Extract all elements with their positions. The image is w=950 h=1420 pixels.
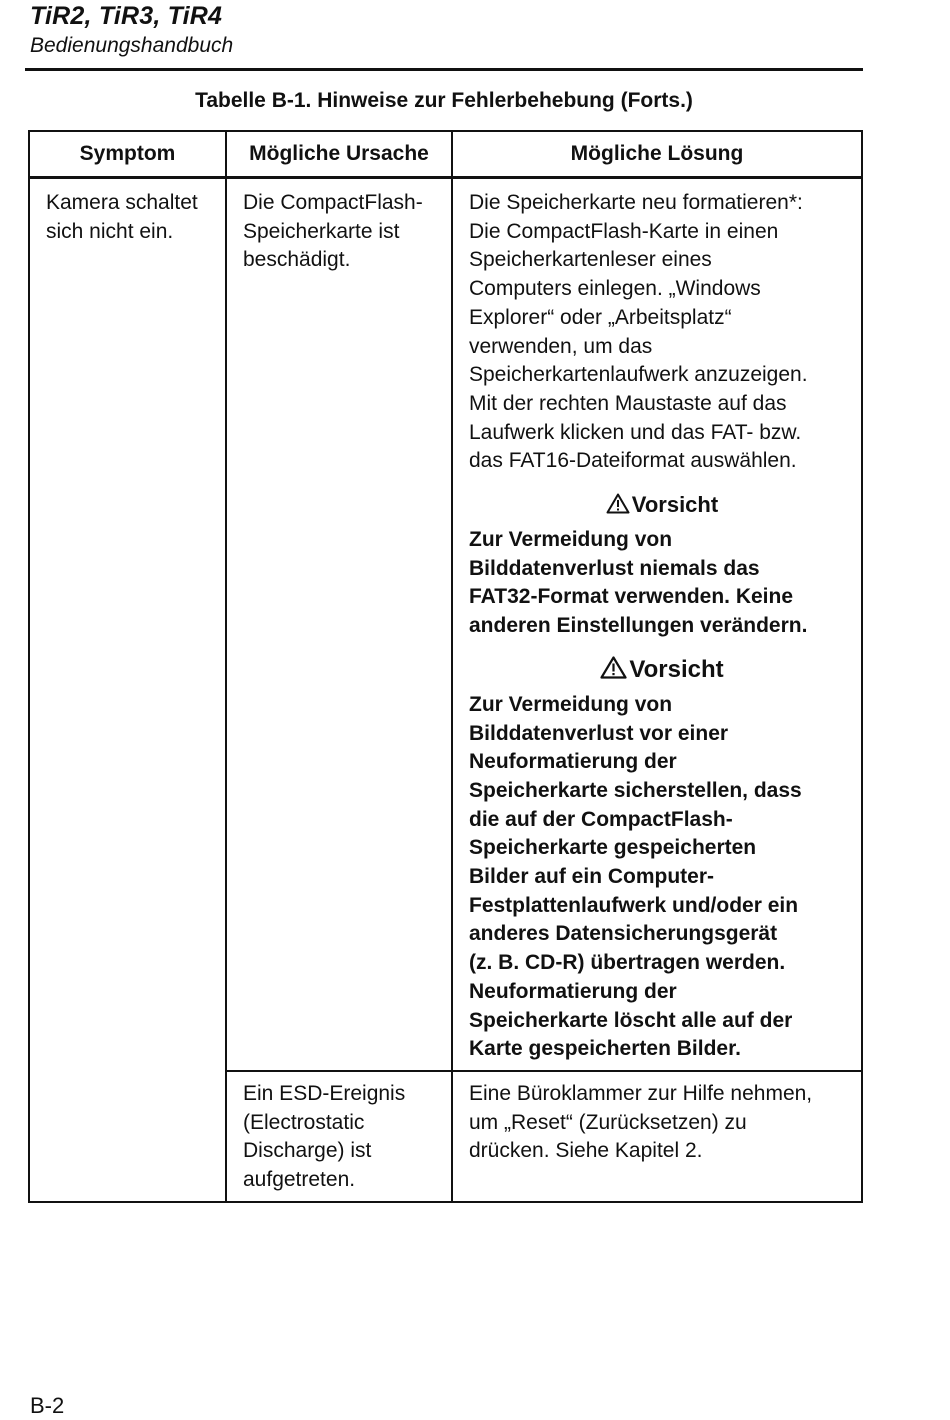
warning-triangle-icon (600, 656, 627, 679)
symptom-line: Kamera schaltet (46, 191, 198, 214)
cause-line: beschädigt. (243, 248, 351, 272)
column-header-solution: Mögliche Lösung (452, 131, 862, 178)
page-number: B-2 (30, 1393, 65, 1418)
caution-heading-label: Vorsicht (629, 655, 724, 683)
solution-line: Speicherkartenleser eines (469, 248, 712, 272)
caution-line: Bilddatenverlust vor einer (469, 721, 729, 745)
caution-line: FAT32-Format verwenden. Keine (469, 585, 794, 609)
solution-line: das FAT16-Dateiformat auswählen. (469, 449, 797, 473)
caution-line: Speicherkarte gespeicherten (469, 836, 757, 860)
caution-line: Karte gespeicherten Bilder. (469, 1037, 741, 1061)
caution-line: Festplattenlaufwerk und/oder ein (469, 893, 799, 917)
caution-notice-fat32 (469, 490, 855, 641)
caution-line: Speicherkarte löscht alle auf der (469, 1008, 793, 1032)
caution-line: Zur Vermeidung von (469, 692, 673, 716)
solution-line: Die CompactFlash-Karte in einen (469, 219, 779, 243)
solution-line: Explorer“ oder „Arbeitsplatz“ (469, 305, 732, 329)
caution-heading (469, 655, 855, 685)
table-caption: Tabelle B-1. Hinweise zur Fehlerbehebung (Forts.) (195, 89, 693, 112)
table-row (29, 178, 862, 1071)
cause-line: Discharge) ist (243, 1139, 372, 1163)
cause-line: aufgetreten. (243, 1168, 356, 1192)
solution-cell-format-card (452, 178, 862, 1071)
table-header-row (29, 131, 862, 178)
header-divider (25, 68, 863, 71)
solution-line: um „Reset“ (Zurücksetzen) zu (469, 1110, 747, 1134)
caution-line: Neuformatierung der (469, 979, 677, 1003)
cause-line: Die CompactFlash- (243, 191, 423, 214)
document-subtitle: Bedienungshandbuch (30, 34, 234, 57)
solution-cell-reset (452, 1071, 862, 1202)
caution-heading-label: Vorsicht (631, 492, 719, 518)
caution-notice-backup (469, 655, 855, 1064)
solution-line: Eine Büroklammer zur Hilfe nehmen, (469, 1081, 813, 1105)
solution-line: Computers einlegen. „Windows (469, 277, 761, 301)
caution-line: anderes Datensicherungsgerät (469, 922, 778, 946)
caution-heading (469, 490, 855, 520)
caution-line: Speicherkarte sicherstellen, dass (469, 778, 802, 802)
symptom-line: sich nicht ein. (46, 219, 174, 243)
solution-line: Speicherkartenlaufwerk anzuzeigen. (469, 363, 808, 387)
solution-line: Laufwerk klicken und das FAT- bzw. (469, 420, 802, 444)
caution-line: Zur Vermeidung von (469, 528, 673, 552)
running-header (30, 2, 870, 60)
cause-cell-esd (226, 1071, 452, 1202)
cause-line: (Electrostatic (243, 1110, 365, 1134)
caution-text (469, 526, 855, 641)
caution-line: Neuformatierung der (469, 750, 677, 774)
symptom-cell (29, 178, 226, 1202)
troubleshooting-table (28, 130, 863, 1203)
caution-line: anderen Einstellungen verändern. (469, 614, 808, 638)
caution-line: Bilddatenverlust niemals das (469, 556, 760, 580)
solution-line: Die Speicherkarte neu formatieren*: (469, 191, 803, 214)
document-title: TiR2, TiR3, TiR4 (30, 2, 223, 30)
caution-text (469, 691, 855, 1064)
caution-line: (z. B. CD-R) übertragen werden. (469, 951, 786, 975)
solution-line: drücken. Siehe Kapitel 2. (469, 1139, 703, 1163)
cause-cell-memory-card (226, 178, 452, 1071)
cause-line: Ein ESD-Ereignis (243, 1081, 406, 1105)
solution-line: verwenden, um das (469, 334, 653, 358)
solution-line: Mit der rechten Maustaste auf das (469, 391, 787, 415)
warning-triangle-icon (606, 493, 630, 514)
cause-line: Speicherkarte ist (243, 219, 400, 243)
column-header-cause: Mögliche Ursache (226, 131, 452, 178)
caution-line: Bilder auf ein Computer- (469, 865, 715, 889)
caution-line: die auf der CompactFlash- (469, 807, 733, 831)
column-header-symptom: Symptom (29, 131, 226, 178)
